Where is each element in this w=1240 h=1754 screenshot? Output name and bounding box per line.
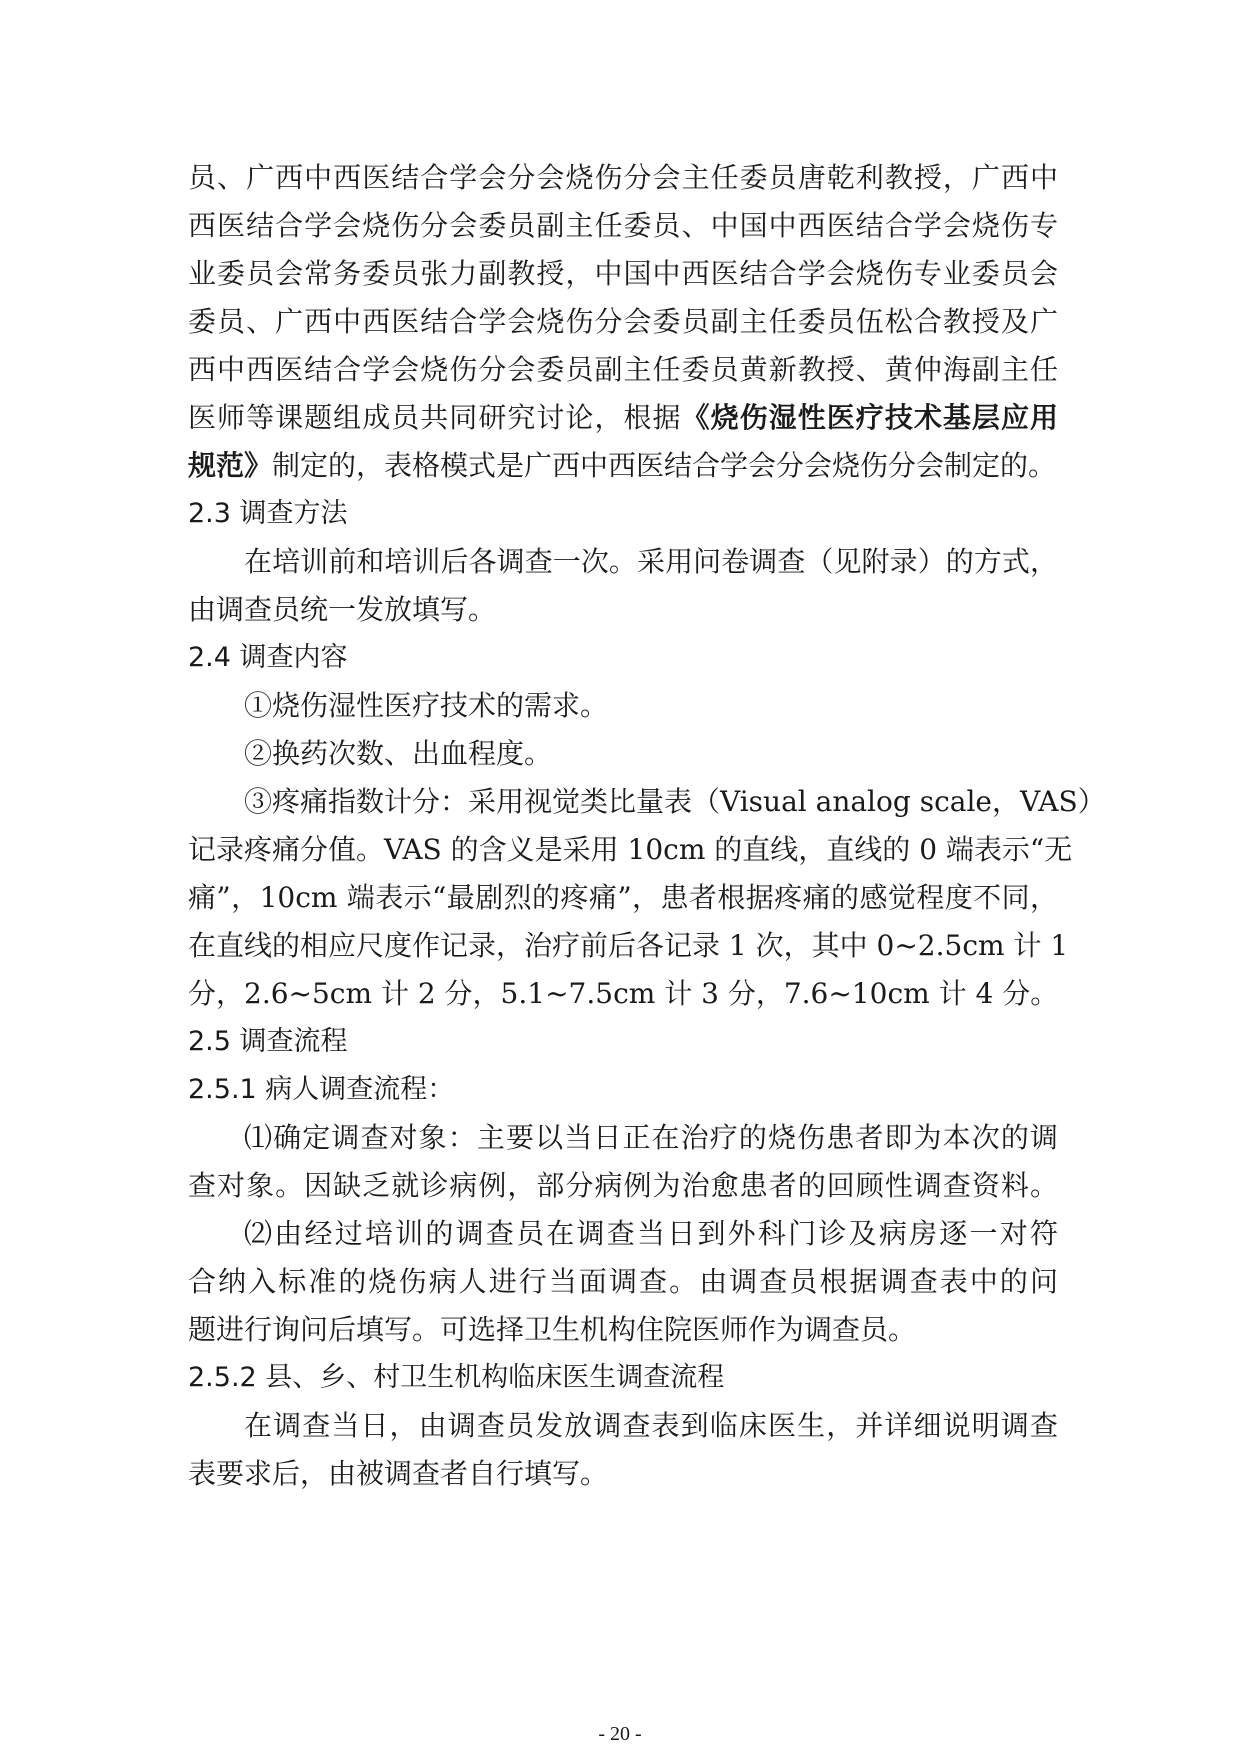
text-line: 委员、广西中西医结合学会烧伤分会委员副主任委员伍松合教授及广	[188, 305, 1058, 338]
text-line	[188, 398, 1058, 438]
text-line: ⑵由经过培训的调查员在调查当日到外科门诊及病房逐一对符	[244, 1217, 1058, 1250]
text-line: 西中西医结合学会烧伤分会委员副主任委员黄新教授、黄仲海副主任	[188, 353, 1058, 386]
text-line: 记录疼痛分值。VAS 的含义是采用 10cm 的直线，直线的 0 端表示“无	[188, 833, 1073, 866]
text-line: 痛”，10cm 端表示“最剧烈的疼痛”，患者根据疼痛的感觉程度不同，	[188, 881, 1058, 914]
text-line: 分，2.6~5cm 计 2 分，5.1~7.5cm 计 3 分，7.6~10cm 计 4 分。	[188, 977, 1059, 1010]
text-span: 医师等课题组成员共同研究讨论，根据	[188, 401, 682, 434]
text-line: 员、广西中西医结合学会分会烧伤分会主任委员唐乾利教授，广西中	[188, 161, 1058, 194]
section-heading-2-3: 2.3 调查方法	[188, 498, 348, 529]
text-line: 表要求后，由被调查者自行填写。	[188, 1457, 609, 1490]
list-item: ②换药次数、出血程度。	[244, 737, 553, 770]
text-span: 制定的，表格模式是广西中西医结合学会分会烧伤分会制定的。	[272, 449, 1057, 482]
text-line: 在培训前和培训后各调查一次。采用问卷调查（见附录）的方式，	[244, 545, 1058, 578]
text-line: 西医结合学会烧伤分会委员副主任委员、中国中西医结合学会烧伤专	[188, 209, 1058, 242]
text-line: 合纳入标准的烧伤病人进行当面调查。由调查员根据调查表中的问	[188, 1265, 1058, 1298]
bold-title-span: 《烧伤湿性医疗技术基层应用	[681, 401, 1058, 434]
section-heading-2-5: 2.5 调查流程	[188, 1026, 348, 1057]
text-line: 由调查员统一发放填写。	[188, 593, 497, 626]
text-line: ⑴确定调查对象：主要以当日正在治疗的烧伤患者即为本次的调	[244, 1121, 1058, 1154]
list-item: ①烧伤湿性医疗技术的需求。	[244, 689, 609, 722]
text-line: 查对象。因缺乏就诊病例，部分病例为治愈患者的回顾性调查资料。	[188, 1169, 1058, 1202]
text-line: 在直线的相应尺度作记录，治疗前后各记录 1 次，其中 0~2.5cm 计 1	[188, 929, 1069, 962]
subsection-heading-2-5-2: 2.5.2 县、乡、村卫生机构临床医生调查流程	[188, 1362, 725, 1393]
text-line: 题进行询问后填写。可选择卫生机构住院医师作为调查员。	[188, 1313, 917, 1346]
list-item: ③疼痛指数计分：采用视觉类比量表（Visual analog scale，VAS）	[244, 785, 1106, 818]
text-line: 业委员会常务委员张力副教授，中国中西医结合学会烧伤专业委员会	[188, 257, 1058, 290]
page-number: - 20 -	[598, 1723, 642, 1745]
subsection-heading-2-5-1: 2.5.1 病人调查流程：	[188, 1074, 455, 1105]
bold-title-span: 规范》	[188, 449, 273, 482]
text-line	[188, 446, 1056, 486]
text-line: 在调查当日，由调查员发放调查表到临床医生，并详细说明调查	[244, 1409, 1058, 1442]
section-heading-2-4: 2.4 调查内容	[188, 642, 348, 673]
